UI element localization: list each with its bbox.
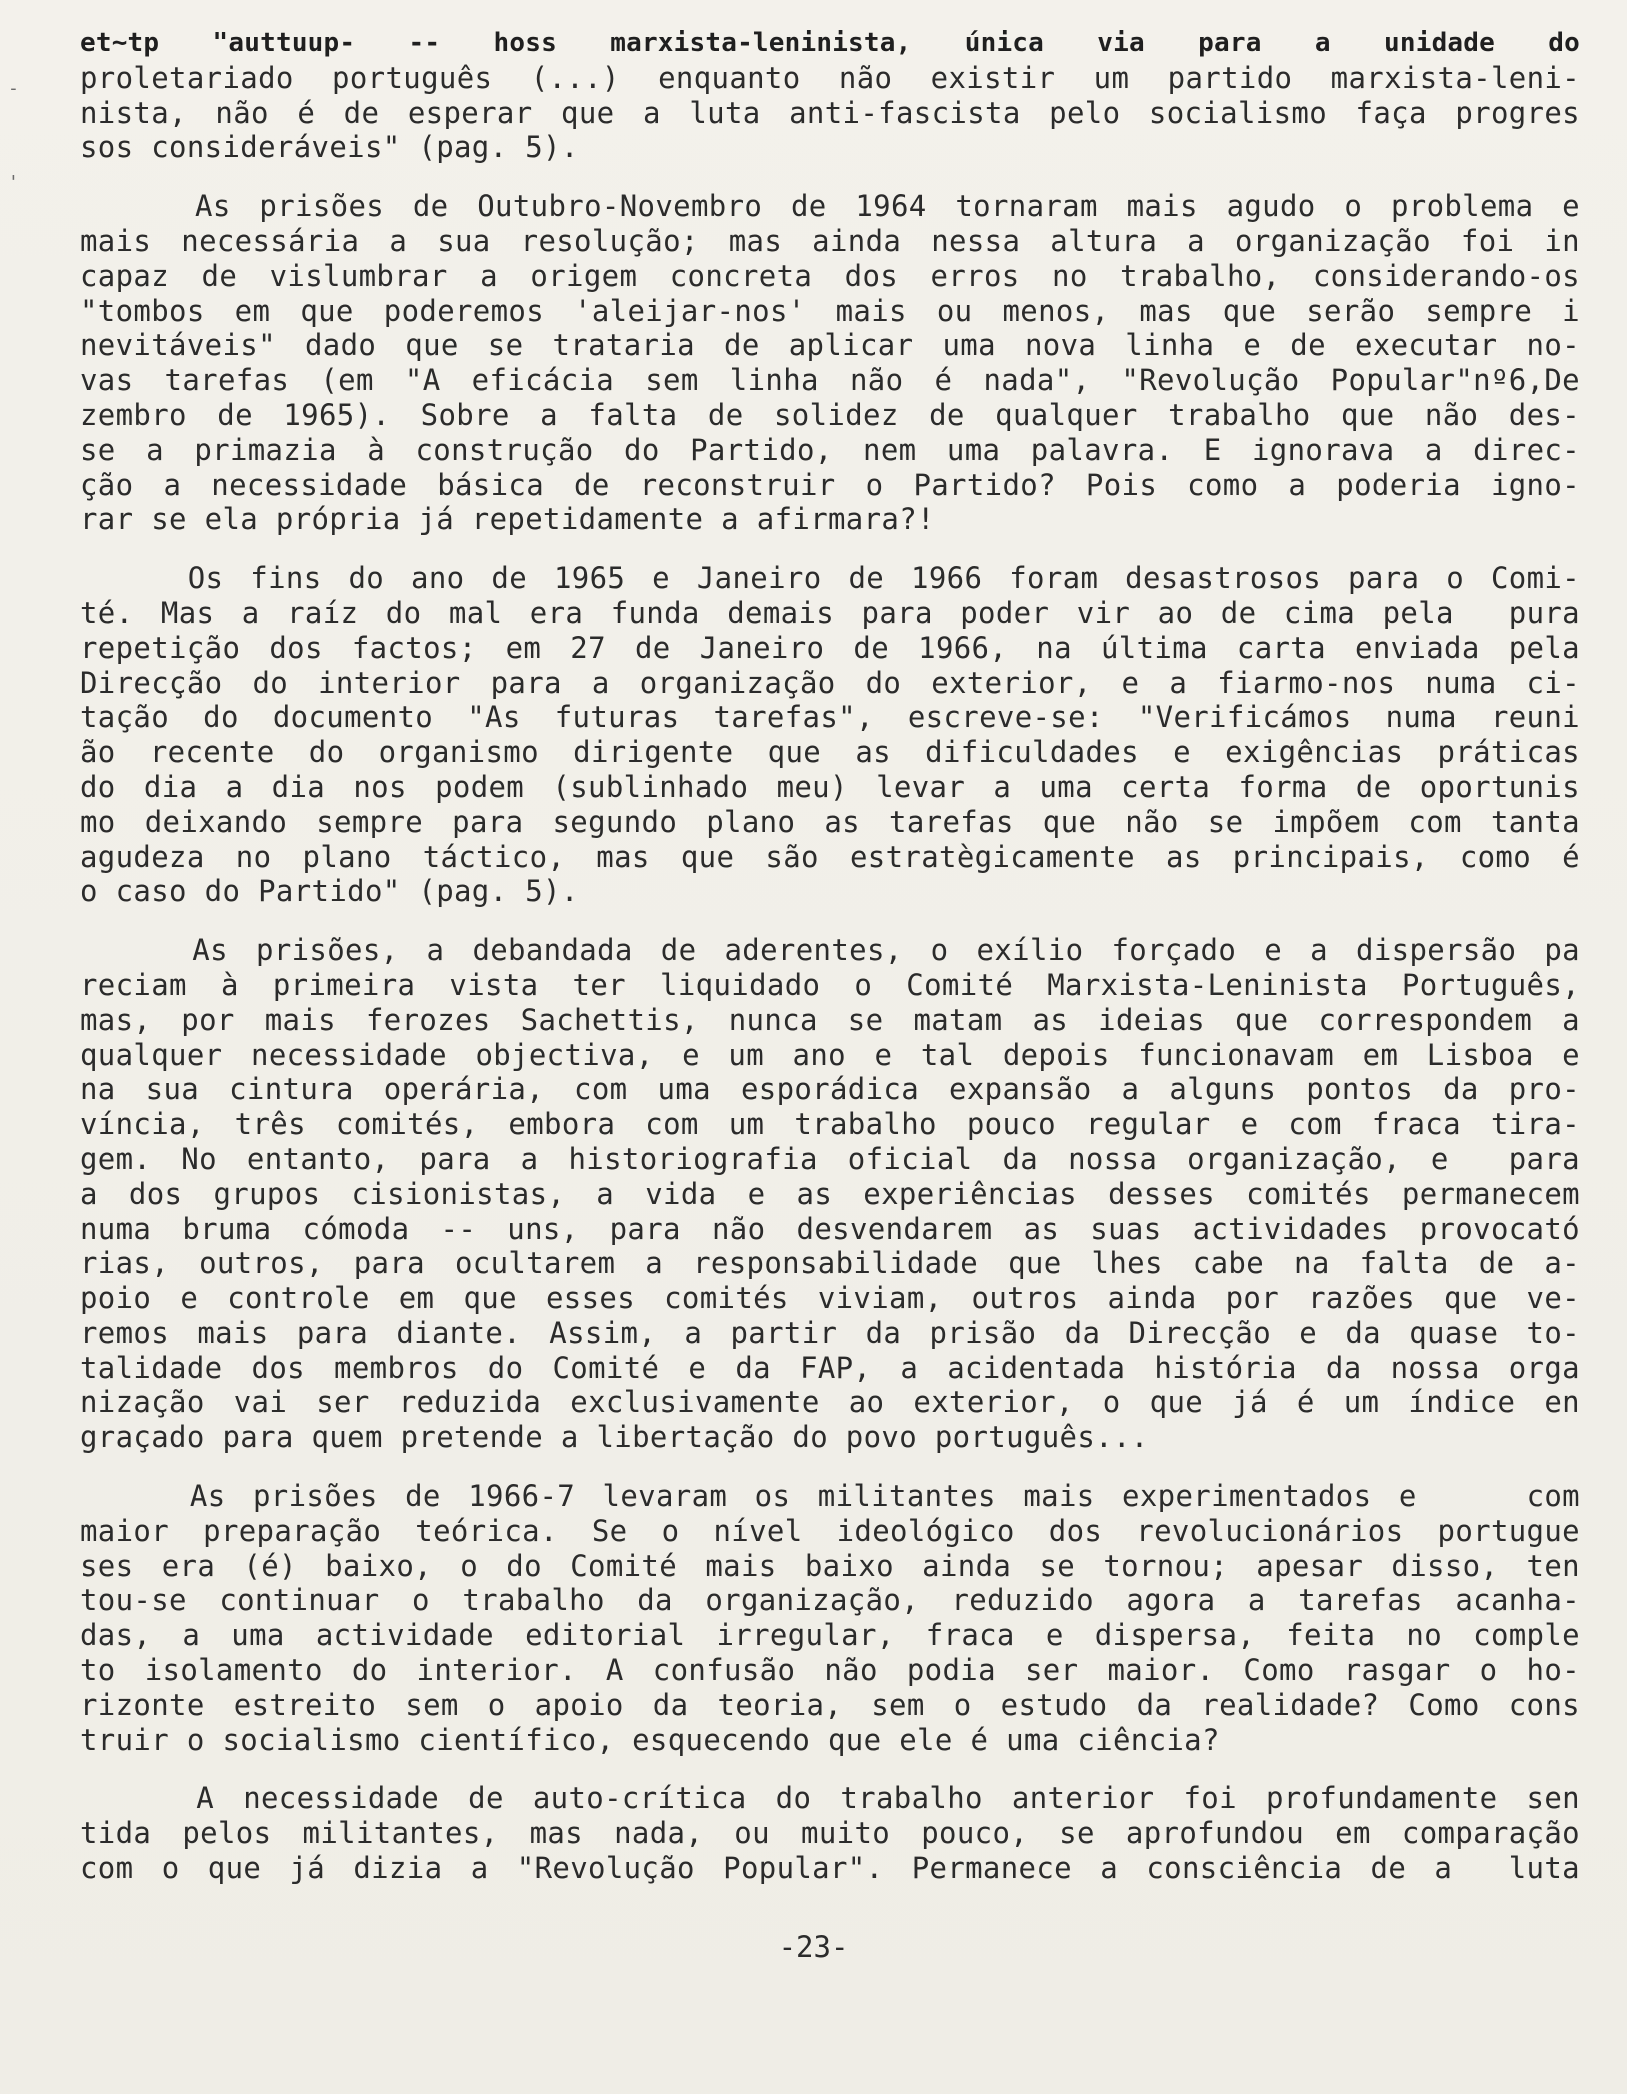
text-line: nevitáveis" dado que se trataria de aplicar uma nova linha e de executar no-	[80, 328, 1580, 363]
text-line: ses era (é) baixo, o do Comité mais baixo ainda se tornou; apesar disso, ten	[80, 1548, 1580, 1583]
text-line: tida pelos militantes, mas nada, ou muito pouco, se aprofundou em comparação	[80, 1816, 1580, 1851]
text-line: com o que já dizia a "Revolução Popular". Permanece a consciência de a luta	[80, 1851, 1580, 1886]
text-line: tou-se continuar o trabalho da organização, reduzido agora a tarefas acanha-	[80, 1583, 1580, 1618]
text-line: té. Mas a raíz do mal era funda demais para poder vir ao de cima pela pura	[80, 595, 1580, 630]
text-line: zembro de 1965). Sobre a falta de solidez de qualquer trabalho que não des-	[80, 397, 1580, 432]
text-line: As prisões de 1966-7 levaram os militantes mais experimentados e com	[80, 1479, 1580, 1514]
page-number: -23-	[778, 1930, 849, 1964]
text-line: As prisões, a debandada de aderentes, o exílio forçado e a dispersão pa	[80, 933, 1580, 968]
text-line: proletariado português (...) enquanto não existir um partido marxista-leni-	[80, 60, 1580, 95]
text-line: rias, outros, para ocultarem a responsabilidade que lhes cabe na falta de a-	[80, 1246, 1580, 1281]
text-line: rar se ela própria já repetidamente a afirmara?!	[80, 502, 935, 537]
text-line: vas tarefas (em "A eficácia sem linha não é nada", "Revolução Popular"nº6,De	[80, 363, 1580, 398]
text-line: nista, não é de esperar que a luta anti-fascista pelo socialismo faça progres	[80, 95, 1580, 130]
text-line: Os fins do ano de 1965 e Janeiro de 1966 foram desastrosos para o Comi-	[80, 561, 1580, 596]
text-line: ção a necessidade básica de reconstruir o Partido? Pois como a poderia igno-	[80, 467, 1580, 502]
margin-mark: -	[8, 78, 19, 99]
text-line: maior preparação teórica. Se o nível ideológico dos revolucionários portugue	[80, 1513, 1580, 1548]
text-line: capaz de vislumbrar a origem concreta dos erros no trabalho, considerando-os	[80, 258, 1580, 293]
paragraph	[80, 26, 1580, 165]
text-line: gem. No entanto, para a historiografia oficial da nossa organização, e para	[80, 1141, 1580, 1176]
margin-mark: '	[8, 172, 19, 193]
text-line: "tombos em que poderemos 'aleijar-nos' mais ou menos, mas que serão sempre i	[80, 293, 1580, 328]
text-line: repetição dos factos; em 27 de Janeiro de 1966, na última carta enviada pela	[80, 630, 1580, 665]
text-line: o caso do Partido" (pag. 5).	[80, 874, 579, 909]
text-line: poio e controle em que esses comités viviam, outros ainda por razões que ve-	[80, 1281, 1580, 1316]
text-line: A necessidade de auto-crítica do trabalho anterior foi profundamente sen	[80, 1781, 1580, 1816]
text-line: remos mais para diante. Assim, a partir da prisão da Direcção e da quase to-	[80, 1315, 1580, 1350]
text-line: et~tp "auttuup- -- hoss marxista-leninista, única via para a unidade do	[80, 28, 1580, 58]
text-line: agudeza no plano táctico, mas que são estratègicamente as principais, como é	[80, 839, 1580, 874]
text-line: mo deixando sempre para segundo plano as tarefas que não se impõem com tanta	[80, 804, 1580, 839]
text-line: tação do documento "As futuras tarefas", escreve-se: "Verificámos numa reuni	[80, 700, 1580, 735]
text-line: do dia a dia nos podem (sublinhado meu) levar a uma certa forma de oportunis	[80, 769, 1580, 804]
paragraph	[80, 1479, 1580, 1757]
text-line: a dos grupos cisionistas, a vida e as experiências desses comités permanecem	[80, 1176, 1580, 1211]
text-line: qualquer necessidade objectiva, e um ano e tal depois funcionavam em Lisboa e	[80, 1037, 1580, 1072]
text-line: sos consideráveis" (pag. 5).	[80, 130, 579, 165]
text-line: talidade dos membros do Comité e da FAP, a acidentada história da nossa orga	[80, 1350, 1580, 1385]
text-line: numa bruma cómoda -- uns, para não desvendarem as suas actividades provocató	[80, 1211, 1580, 1246]
text-line: víncia, três comités, embora com um trabalho pouco regular e com fraca tira-	[80, 1107, 1580, 1142]
text-line: mais necessária a sua resolução; mas ainda nessa altura a organização foi in	[80, 223, 1580, 258]
text-line: nização vai ser reduzida exclusivamente ao exterior, o que já é um índice en	[80, 1385, 1580, 1420]
text-line: to isolamento do interior. A confusão não podia ser maior. Como rasgar o ho-	[80, 1653, 1580, 1688]
text-line: reciam à primeira vista ter liquidado o Comité Marxista-Leninista Português,	[80, 967, 1580, 1002]
text-line: Direcção do interior para a organização do exterior, e a fiarmo-nos numa ci-	[80, 665, 1580, 700]
paragraph	[80, 189, 1580, 537]
paragraph	[80, 561, 1580, 909]
paragraph	[80, 1781, 1580, 1885]
text-line: mas, por mais ferozes Sachettis, nunca se matam as ideias que correspondem a	[80, 1002, 1580, 1037]
text-line: das, a uma actividade editorial irregular, fraca e dispersa, feita no comple	[80, 1618, 1580, 1653]
text-line: se a primazia à construção do Partido, nem uma palavra. E ignorava a direc-	[80, 432, 1580, 467]
body-text	[80, 26, 1580, 1910]
text-line: truir o socialismo científico, esquecendo que ele é uma ciência?	[80, 1722, 1220, 1757]
paragraph	[80, 933, 1580, 1455]
text-line: rizonte estreito sem o apoio da teoria, sem o estudo da realidade? Como cons	[80, 1687, 1580, 1722]
text-line: graçado para quem pretende a libertação do povo português...	[80, 1420, 1149, 1455]
text-line: As prisões de Outubro-Novembro de 1964 tornaram mais agudo o problema e	[80, 189, 1580, 224]
text-line: ão recente do organismo dirigente que as dificuldades e exigências práticas	[80, 735, 1580, 770]
text-line: na sua cintura operária, com uma esporádica expansão a alguns pontos da pro-	[80, 1072, 1580, 1107]
